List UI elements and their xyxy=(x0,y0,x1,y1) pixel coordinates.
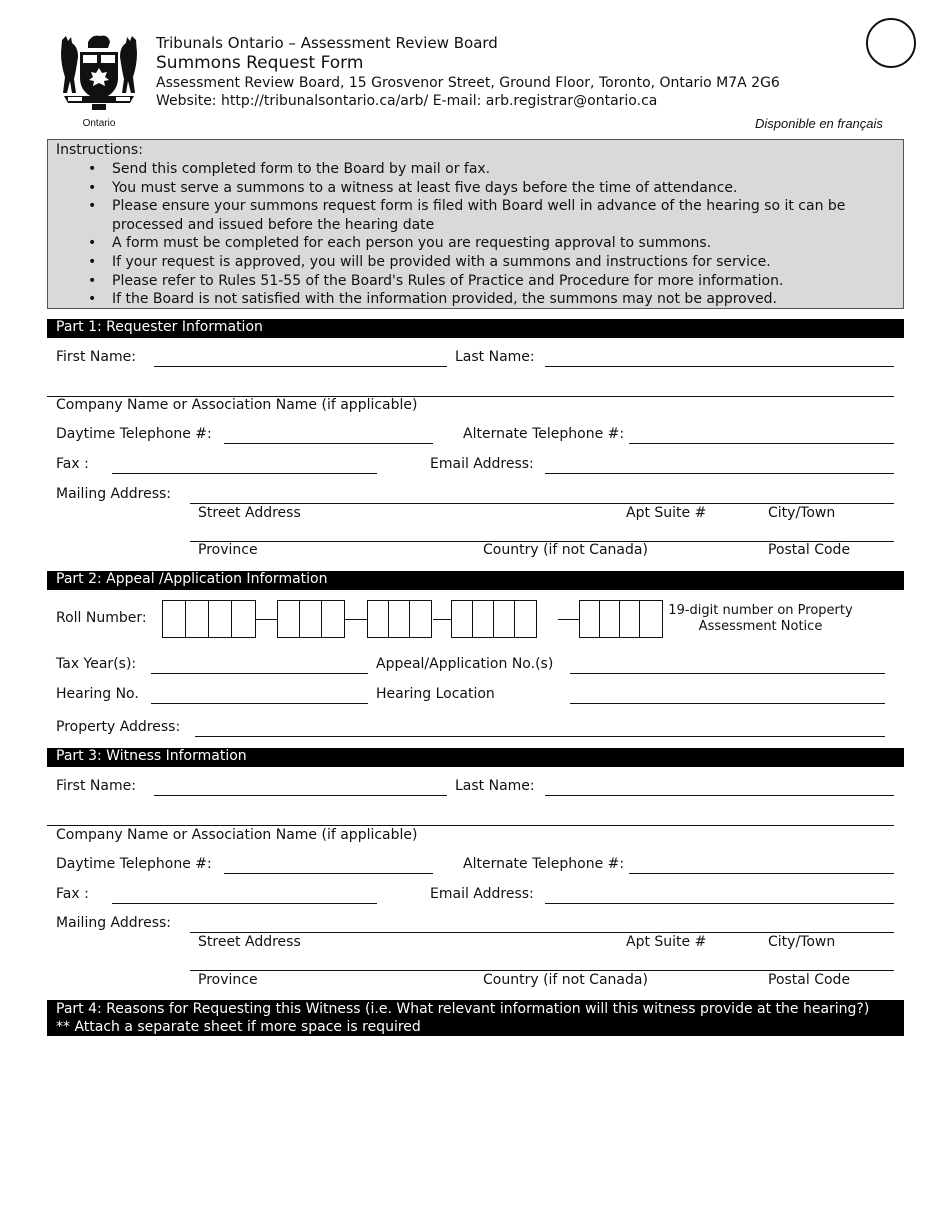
p3-company-label: Company Name or Association Name (if applicable) xyxy=(56,827,418,843)
logo-caption: Ontario xyxy=(82,118,116,129)
p3-mailing-label: Mailing Address: xyxy=(56,915,172,931)
part3-header: Part 3: Witness Information xyxy=(47,748,904,767)
form-title: Summons Request Form xyxy=(156,53,364,73)
p1-last-name-field[interactable] xyxy=(545,366,894,367)
p3-last-name-label: Last Name: xyxy=(455,778,535,794)
p3-street-field[interactable] xyxy=(190,932,894,933)
p1-country-label: Country (if not Canada) xyxy=(483,542,648,558)
p3-city-label: City/Town xyxy=(768,934,836,950)
roll-number-group-3[interactable] xyxy=(367,600,432,638)
instructions-box xyxy=(47,139,904,309)
p3-province-label: Province xyxy=(198,972,258,988)
instruction-item: • A form must be completed for each person you are requesting approval to summons. xyxy=(48,234,848,253)
part4-title: Part 4: Reasons for Requesting this Witness (i.e. What relevant information will this witness provide at the hearing?) xyxy=(56,1001,870,1017)
p3-alt-phone-field[interactable] xyxy=(629,873,894,874)
part2-header: Part 2: Appeal /Application Information xyxy=(47,571,904,590)
p1-fax-field[interactable] xyxy=(112,473,377,474)
roll-number-group-5[interactable] xyxy=(579,600,663,638)
roll-number-group-4[interactable] xyxy=(451,600,537,638)
p3-fax-label: Fax : xyxy=(56,886,89,902)
roll-connector xyxy=(345,619,367,620)
p1-apt-label: Apt Suite # xyxy=(626,505,707,521)
p3-street-label: Street Address xyxy=(198,934,301,950)
p3-country-label: Country (if not Canada) xyxy=(483,972,648,988)
ontario-coat-of-arms-logo xyxy=(56,32,142,130)
p1-fax-label: Fax : xyxy=(56,456,89,472)
hearing-location-label: Hearing Location xyxy=(376,686,495,702)
p1-email-label: Email Address: xyxy=(430,456,534,472)
roll-connector xyxy=(433,619,451,620)
p1-company-label: Company Name or Association Name (if applicable) xyxy=(56,397,418,413)
instructions-title: Instructions: xyxy=(56,142,143,158)
stamp-circle xyxy=(866,18,916,68)
roll-number-label: Roll Number: xyxy=(56,610,147,626)
p3-postal-label: Postal Code xyxy=(768,972,851,988)
roll-connector xyxy=(256,619,277,620)
instruction-item: • Send this completed form to the Board by mail or fax. xyxy=(48,160,848,179)
instructions-list xyxy=(48,160,848,309)
p1-alt-phone-field[interactable] xyxy=(629,443,894,444)
roll-number-note: 19-digit number on Property Assessment Notice xyxy=(668,603,853,634)
instruction-item: • Please ensure your summons request form is filed with Board well in advance of the hearing so it can be processed and issued before the hearing date xyxy=(48,197,848,234)
hearing-no-field[interactable] xyxy=(151,703,368,704)
part4-header xyxy=(47,1000,904,1036)
part1-header: Part 1: Requester Information xyxy=(47,319,904,338)
p1-mailing-label: Mailing Address: xyxy=(56,486,172,502)
appeal-no-label: Appeal/Application No.(s) xyxy=(376,656,554,672)
p1-last-name-label: Last Name: xyxy=(455,349,535,365)
p3-province-field[interactable] xyxy=(190,970,894,971)
board-address: Assessment Review Board, 15 Grosvenor Street, Ground Floor, Toronto, Ontario M7A 2G6 xyxy=(156,75,780,91)
property-address-label: Property Address: xyxy=(56,719,181,735)
p1-province-label: Province xyxy=(198,542,258,558)
p1-first-name-field[interactable] xyxy=(154,366,447,367)
p1-city-label: City/Town xyxy=(768,505,836,521)
p1-street-field[interactable] xyxy=(190,503,894,504)
hearing-no-label: Hearing No. xyxy=(56,686,139,702)
instruction-item: • If your request is approved, you will be provided with a summons and instructions for service. xyxy=(48,253,848,272)
p3-first-name-field[interactable] xyxy=(154,795,447,796)
p1-postal-label: Postal Code xyxy=(768,542,851,558)
instruction-item: • If the Board is not satisfied with the information provided, the summons may not be approved. xyxy=(48,290,848,309)
instruction-item: • Please refer to Rules 51-55 of the Board's Rules of Practice and Procedure for more information. xyxy=(48,272,848,291)
p3-email-label: Email Address: xyxy=(430,886,534,902)
french-available-link[interactable]: Disponible en français xyxy=(755,116,883,131)
p3-first-name-label: First Name: xyxy=(56,778,136,794)
p1-email-field[interactable] xyxy=(545,473,894,474)
roll-number-group-2[interactable] xyxy=(277,600,345,638)
contact-info: Website: http://tribunalsontario.ca/arb/ E-mail: arb.registrar@ontario.ca xyxy=(156,93,658,109)
p1-first-name-label: First Name: xyxy=(56,349,136,365)
appeal-no-field[interactable] xyxy=(570,673,885,674)
property-address-field[interactable] xyxy=(195,736,885,737)
hearing-location-field[interactable] xyxy=(570,703,885,704)
tax-year-field[interactable] xyxy=(151,673,368,674)
part4-note: ** Attach a separate sheet if more space is required xyxy=(56,1019,421,1035)
p3-apt-label: Apt Suite # xyxy=(626,934,707,950)
p3-alt-phone-label: Alternate Telephone #: xyxy=(463,856,625,872)
p3-email-field[interactable] xyxy=(545,903,894,904)
p1-alt-phone-label: Alternate Telephone #: xyxy=(463,426,625,442)
p3-day-phone-field[interactable] xyxy=(224,873,433,874)
roll-number-group-1[interactable] xyxy=(162,600,256,638)
p3-company-field[interactable] xyxy=(47,825,894,826)
p1-day-phone-label: Daytime Telephone #: xyxy=(56,426,212,442)
p1-day-phone-field[interactable] xyxy=(224,443,433,444)
p3-last-name-field[interactable] xyxy=(545,795,894,796)
p3-fax-field[interactable] xyxy=(112,903,377,904)
org-name: Tribunals Ontario – Assessment Review Board xyxy=(156,34,498,52)
tax-year-label: Tax Year(s): xyxy=(56,656,137,672)
p1-street-label: Street Address xyxy=(198,505,301,521)
roll-connector xyxy=(558,619,579,620)
instruction-item: • You must serve a summons to a witness at least five days before the time of attendance. xyxy=(48,179,848,198)
p3-day-phone-label: Daytime Telephone #: xyxy=(56,856,212,872)
